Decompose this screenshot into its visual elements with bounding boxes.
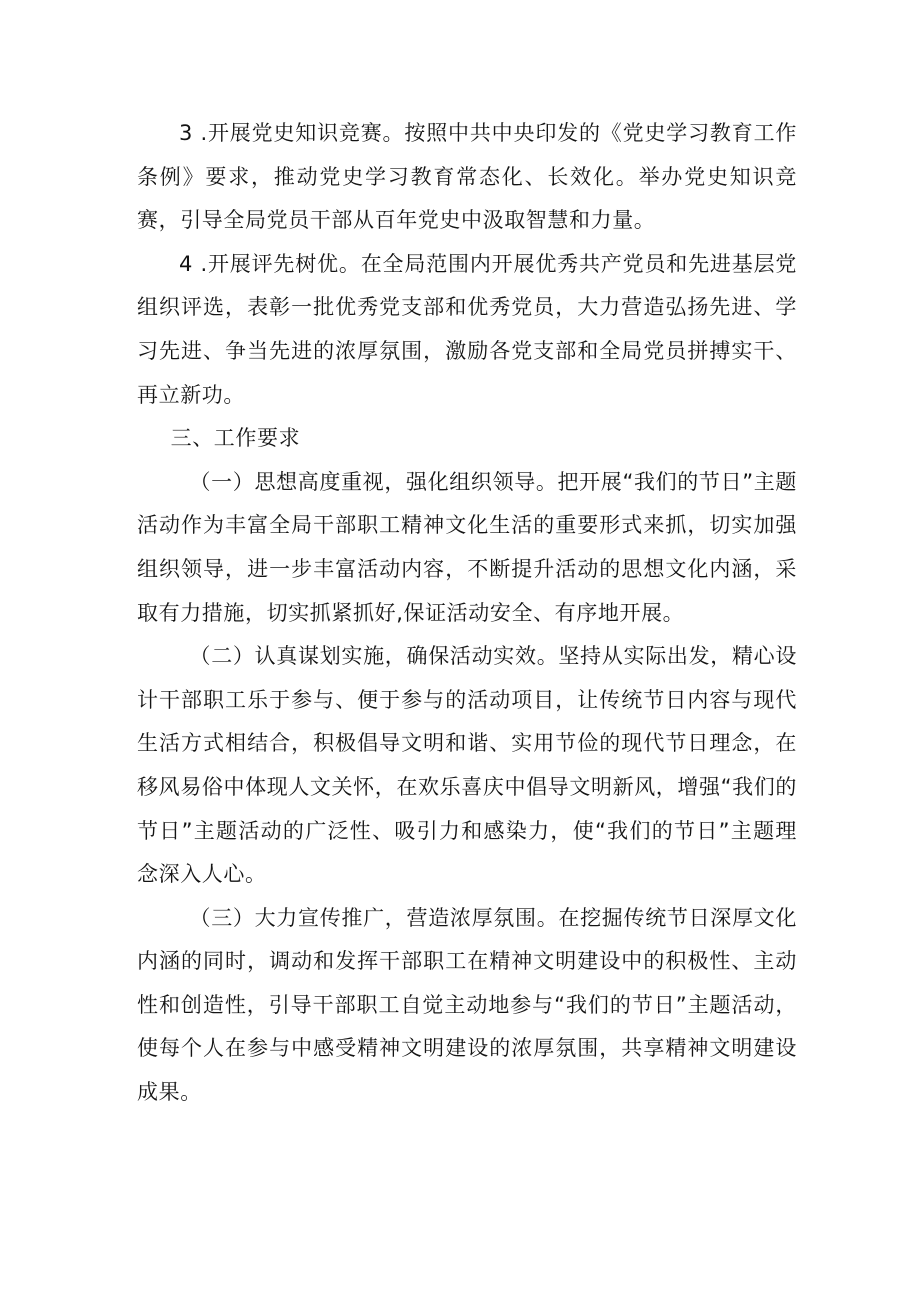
paragraph-requirement-2: （二）认真谋划实施，确保活动实效。坚持从实际出发，精心设计干部职工乐于参与、便于参与的活动项目，让传统节日内容与现代生活方式相结合，积极倡导文明和谐、实用节俭的现代节日理念，在移风易俗中体现人文关怀，在欢乐喜庆中倡导文明新风，增强“我们的节日”主题活动的广泛性、吸引力和感染力，使“我们的节日”主题理念深入人心。 [137,644,797,887]
paragraph-requirement-3: （三）大力宣传推广，营造浓厚氛围。在挖掘传统节日深厚文化内涵的同时，调动和发挥干部职工在精神文明建设中的积极性、主动性和创造性，引导干部职工自觉主动地参与“我们的节日”主题活动，使每个人在参与中感受精神文明建设的浓厚氛围，共享精神文明建设成果。 [137,905,797,1105]
paragraph-item-3: 3 .开展党史知识竞赛。按照中共中央印发的《党史学习教育工作条例》要求，推动党史学习教育常态化、长效化。举办党史知识竞赛，引导全局党员干部从百年党史中汲取智慧和力量。 [137,121,797,233]
section-heading: 三、工作要求 [170,426,301,451]
paragraph-item-4: 4 .开展评先树优。在全局范围内开展优秀共产党员和先进基层党组织评选，表彰一批优秀党支部和优秀党员，大力营造弘扬先进、学习先进、争当先进的浓厚氛围，激励各党支部和全局党员拼搏实干、再立新功。 [137,251,797,407]
paragraph-requirement-1: （一）思想高度重视，强化组织领导。把开展“我们的节日”主题活动作为丰富全局干部职工精神文化生活的重要形式来抓，切实加强组织领导，进一步丰富活动内容，不断提升活动的思想文化内涵，采取有力措施，切实抓紧抓好,保证活动安全、有序地开展。 [137,469,797,625]
document-body [137,112,797,1115]
